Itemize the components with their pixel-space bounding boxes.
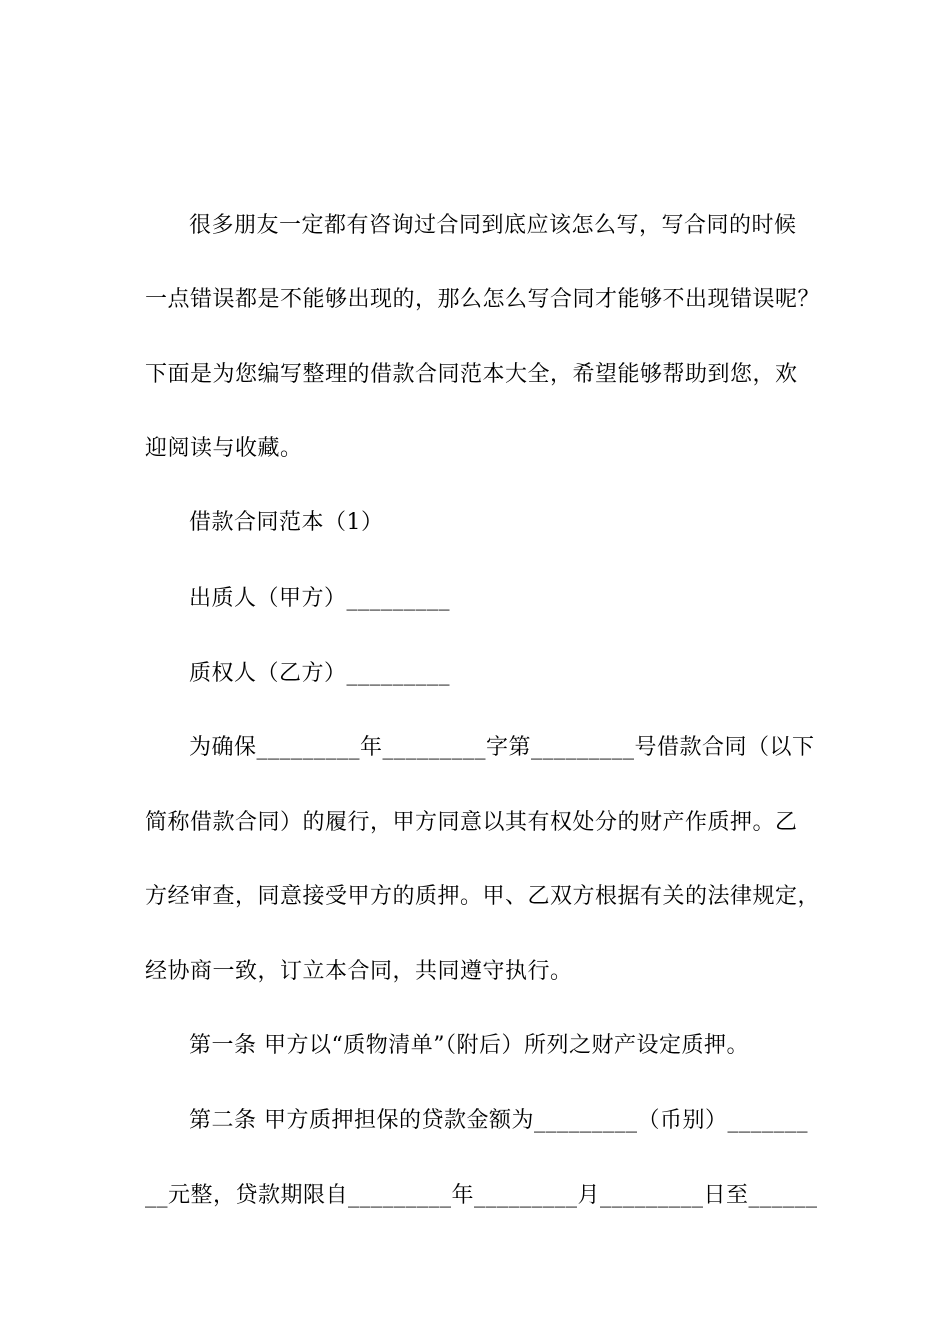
intro-paragraph-line-2: 一点错误都是不能够出现的，那么怎么写合同才能够不出现错误呢？ xyxy=(145,287,821,312)
preamble-line-2: 简称借款合同）的履行，甲方同意以其有权处分的财产作质押。乙 xyxy=(145,810,798,835)
article-2-line-2: __元整，贷款期限自_________年_________月_________日至______ xyxy=(145,1183,818,1208)
pledgee-line: 质权人（乙方）_________ xyxy=(189,661,451,686)
intro-paragraph-line-4: 迎阅读与收藏。 xyxy=(145,436,303,461)
preamble-line-4: 经协商一致，订立本合同，共同遵守执行。 xyxy=(145,959,573,984)
preamble-line-3: 方经审查，同意接受甲方的质押。甲、乙双方根据有关的法律规定， xyxy=(145,884,821,909)
intro-paragraph-line-3: 下面是为您编写整理的借款合同范本大全，希望能够帮助到您，欢 xyxy=(145,362,798,387)
contract-title: 借款合同范本（1） xyxy=(189,510,384,535)
intro-paragraph-line-1: 很多朋友一定都有咨询过合同到底应该怎么写，写合同的时候 xyxy=(189,213,797,238)
pledgor-line: 出质人（甲方）_________ xyxy=(189,586,451,611)
article-2-line-1: 第二条 甲方质押担保的贷款金额为_________（币别）_______ xyxy=(189,1108,808,1133)
article-1: 第一条 甲方以“质物清单”（附后）所列之财产设定质押。 xyxy=(189,1033,749,1058)
preamble-line-1: 为确保_________年_________字第_________号借款合同（以下 xyxy=(189,735,815,760)
